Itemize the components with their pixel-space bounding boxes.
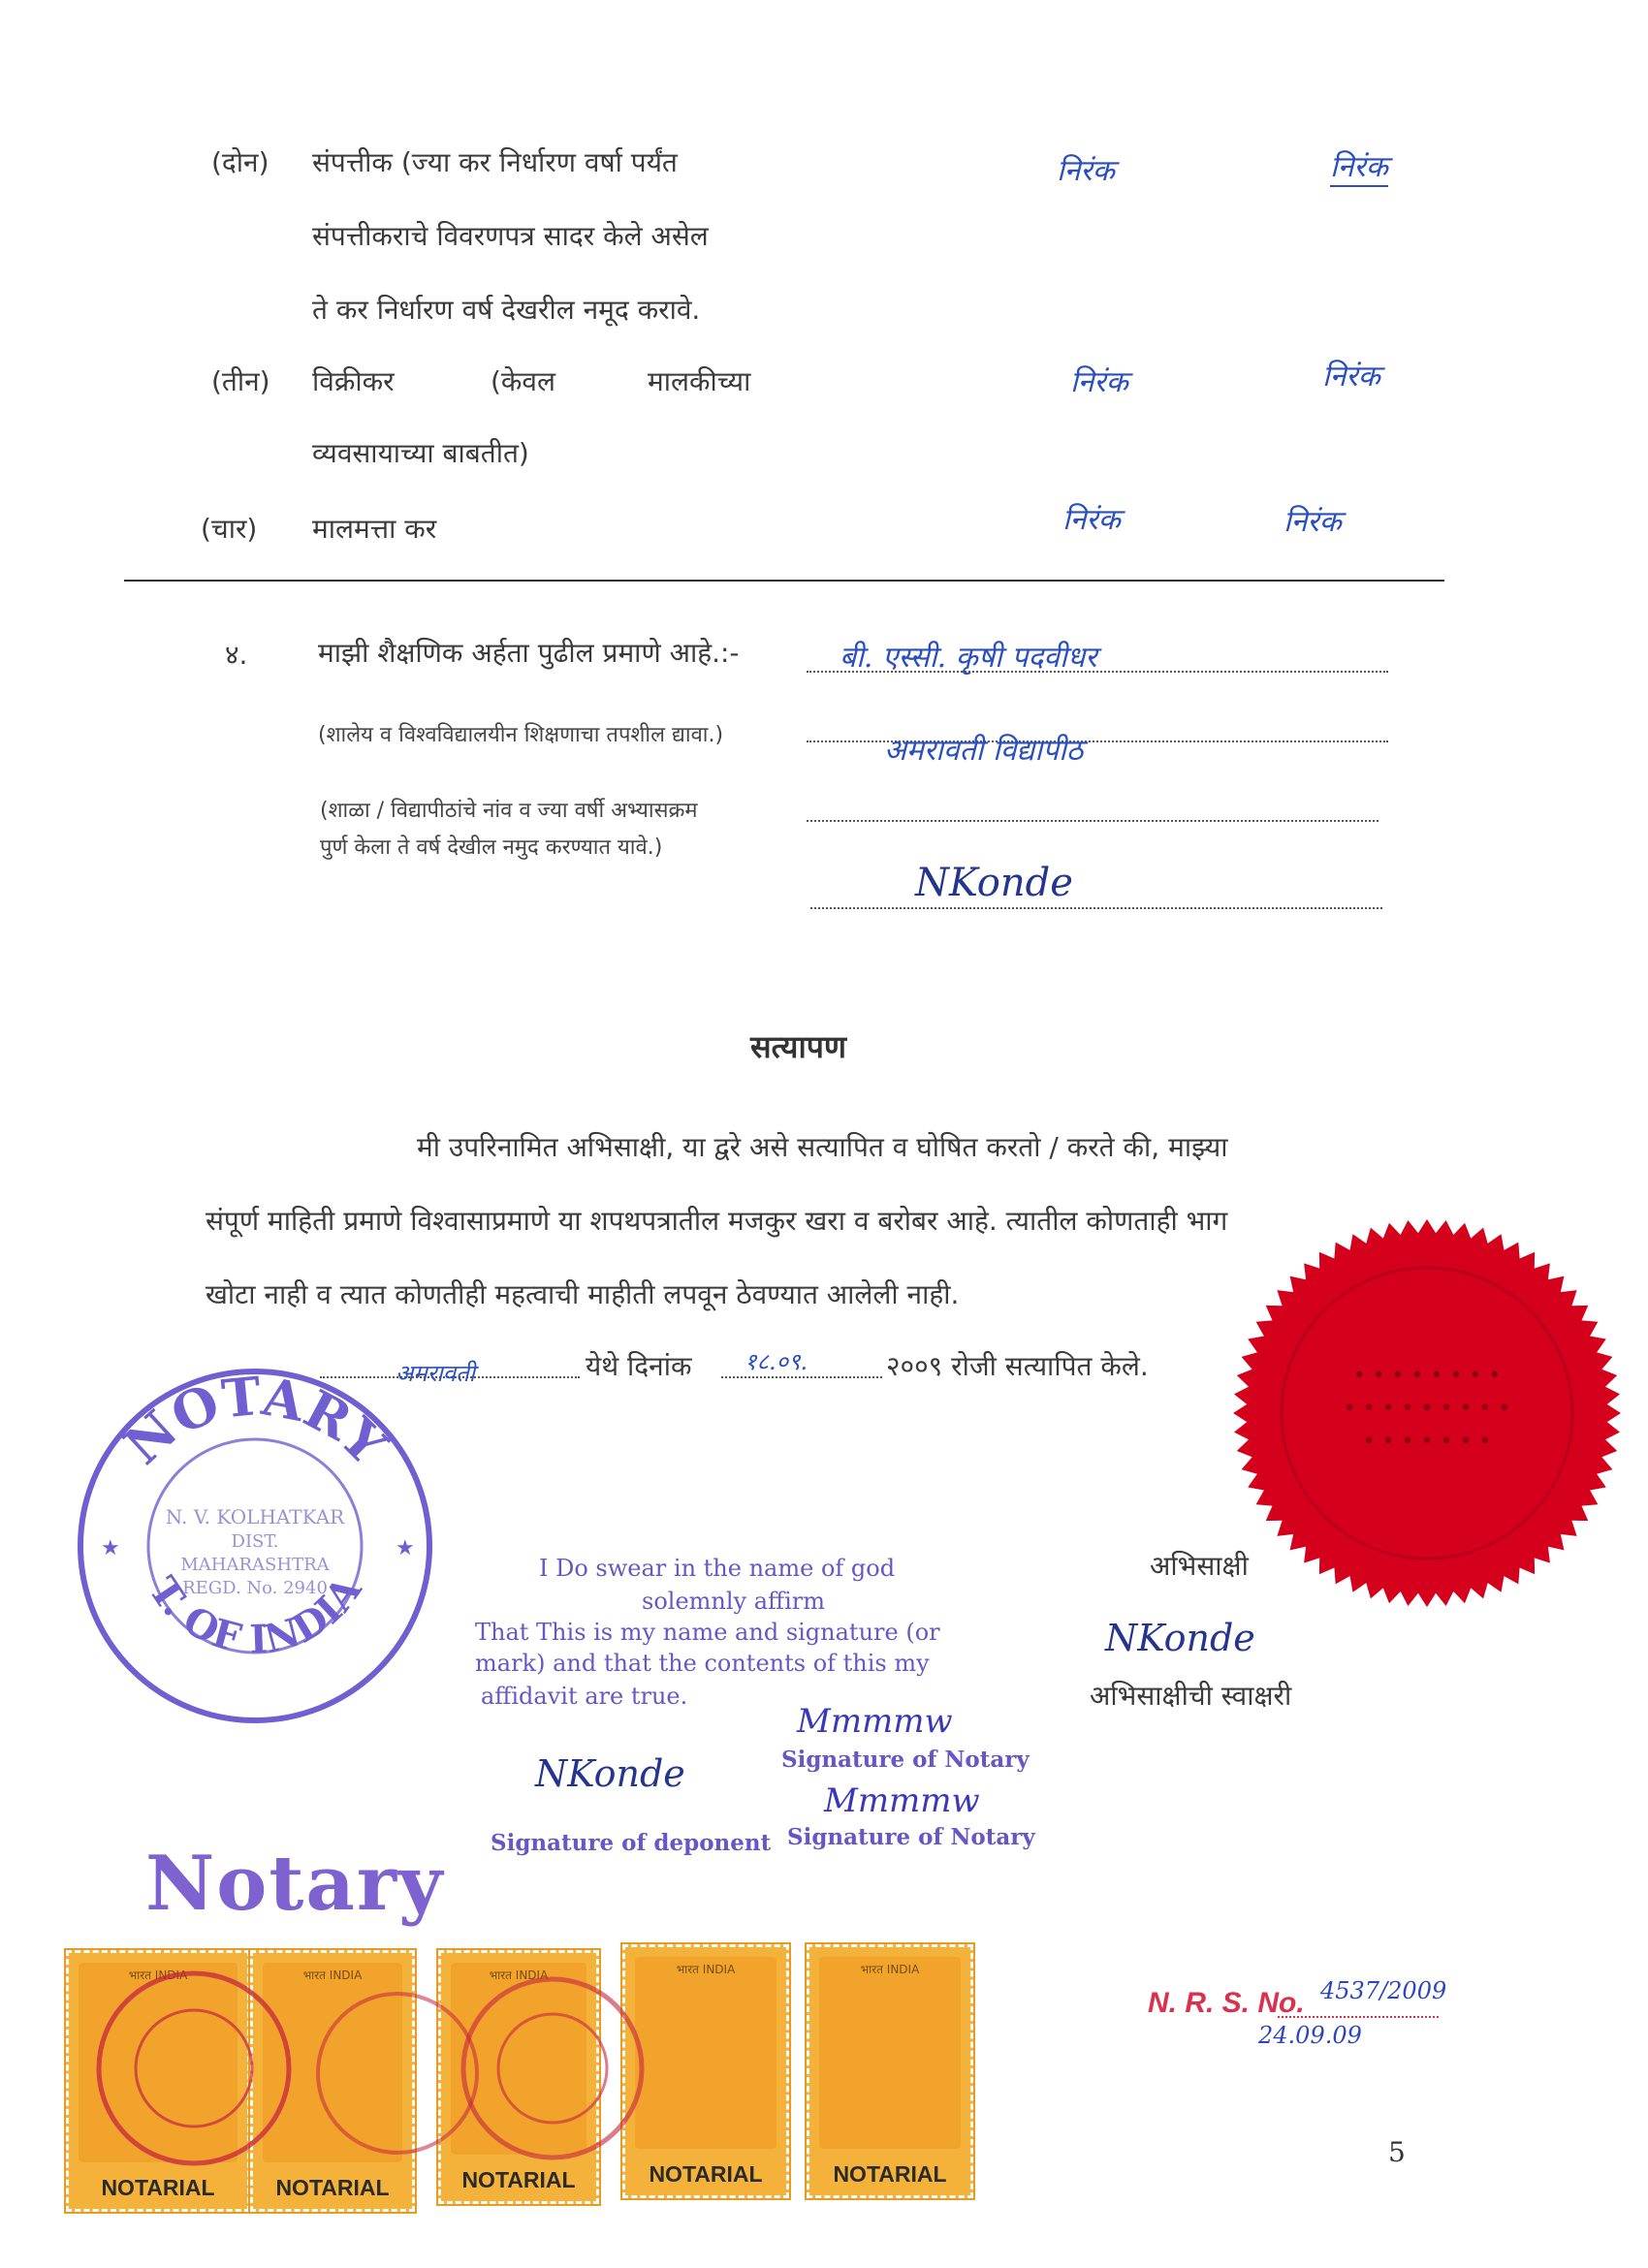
stamp-label: NOTARIAL — [275, 2175, 390, 2200]
item-three-word-1: विक्रीकर — [312, 365, 395, 397]
affirmation-line-3: That This is my name and signature (or — [475, 1619, 940, 1646]
verification-para-line-1: मी उपरिनामित अभिसाक्षी, या द्वरे असे सत्यापित व घोषित करतो / करते की, माझ्या — [417, 1131, 1228, 1163]
star-icon: ★ — [396, 1536, 415, 1560]
education-answer-1: बी. एस्सी. कृषी पदवीधर — [840, 641, 1097, 675]
stamp-top-text: भारत INDIA — [302, 1969, 363, 1982]
notary-seal-top-text: NOTARY — [111, 1365, 399, 1477]
verification-para-line-2: संपूर्ण माहिती प्रमाणे विश्वासाप्रमाणे या शपथपत्रातील मजकुर खरा व बरोबर आहे. त्यातील कोणताही भाग — [206, 1205, 1228, 1237]
item-three-col1-value: निरंक — [1070, 365, 1128, 399]
star-icon: ★ — [101, 1536, 120, 1560]
deponent-signature: NKonde — [1105, 1617, 1255, 1659]
education-number: ४. — [225, 639, 248, 671]
item-two-line-3: ते कर निर्धारण वर्ष देखरील नमूद करावे. — [312, 294, 701, 326]
stamp-label: NOTARIAL — [101, 2175, 215, 2200]
deponent-label: अभिसाक्षी — [1150, 1550, 1249, 1582]
education-note-2a: (शाळा / विद्यापीठांचे नांव व ज्या वर्षी अभ्यासक्रम — [320, 799, 698, 823]
verification-para-line-3: खोटा नाही व त्यात कोणतीही महत्वाची माहीती लपवून ठेवण्यात आलेली नाही. — [206, 1278, 960, 1310]
education-signature: NKonde — [915, 861, 1073, 905]
svg-text:• • • • • • •: • • • • • • • — [1362, 1430, 1492, 1454]
item-four-label: मालमत्ता कर — [312, 513, 437, 545]
education-label: माझी शैक्षणिक अर्हता पुढील प्रमाणे आहे.:- — [318, 637, 740, 669]
item-two-number: (दोन) — [211, 146, 269, 178]
verification-date-suffix: २००९ रोजी सत्यापित केले. — [886, 1350, 1149, 1382]
wax-seal — [1223, 1210, 1631, 1617]
item-three-word-3: मालकीच्या — [648, 365, 751, 397]
nrs-number: 4537/2009 — [1320, 1977, 1447, 2004]
item-three-line-2: व्यवसायाच्या बाबतीत) — [312, 437, 529, 469]
signature-of-deponent: Signature of deponent — [491, 1830, 772, 1856]
nrs-label: N. R. S. No. — [1148, 1987, 1305, 2019]
education-answer-2: अमरावती विद्यापीठ — [884, 734, 1084, 768]
notary-rubber-stamp: Notary — [145, 1840, 445, 1928]
item-two-col1-value: निरंक — [1057, 154, 1115, 188]
affirmation-line-4: mark) and that the contents of this my — [475, 1650, 930, 1677]
item-four-col2-value: निरंक — [1284, 505, 1342, 539]
item-three-word-2: (केवल — [491, 365, 555, 397]
item-four-number: (चार) — [201, 513, 258, 545]
affirmation-line-2: solemnly affirm — [642, 1588, 825, 1615]
item-two-line-1: संपत्तीक (ज्या कर निर्धारण वर्षा पर्यंत — [312, 146, 678, 178]
item-two-col2-value: निरंक — [1330, 145, 1388, 187]
item-three-number: (तीन) — [211, 365, 270, 397]
stamp-top-text: भारत INDIA — [128, 1969, 188, 1982]
notary-signature-2: Mmmmw — [824, 1781, 980, 1820]
notary-seal-regd: REGD. No. 2940 — [182, 1578, 328, 1598]
stamp-overprint-seals — [68, 1952, 998, 2204]
stamp-label: NOTARIAL — [833, 2161, 947, 2187]
education-signature-line — [810, 907, 1382, 909]
notary-seal-name: N. V. KOLHATKAR — [165, 1505, 345, 1528]
page-number: 5 — [1388, 2136, 1406, 2168]
svg-text:• • • • • • • •: • • • • • • • • — [1352, 1364, 1502, 1388]
signature-of-notary-2: Signature of Notary — [787, 1824, 1035, 1850]
nrs-date: 24.09.09 — [1258, 2022, 1362, 2049]
stamp-top-text: भारत INDIA — [489, 1969, 549, 1982]
item-three-col2-value: निरंक — [1322, 360, 1380, 394]
verification-date: १८.०९. — [745, 1348, 808, 1375]
notary-seal-dist: DIST. — [231, 1531, 279, 1552]
svg-text:NOTARY — [112, 1365, 400, 1478]
verification-heading: सत्यापण — [750, 1028, 847, 1065]
section-divider — [124, 580, 1444, 582]
affirmation-line-1: I Do swear in the name of god — [539, 1555, 896, 1582]
notary-signature-1: Mmmmw — [797, 1702, 953, 1741]
verification-date-prefix: येथे दिनांक — [586, 1350, 692, 1382]
education-note-1: (शालेय व विश्वविद्यालयीन शिक्षणाचा तपशील द्यावा.) — [318, 723, 724, 747]
svg-text:• • • • • • • • •: • • • • • • • • • — [1343, 1397, 1511, 1421]
item-two-line-2: संपत्तीकराचे विवरणपत्र सादर केले असेल — [312, 220, 709, 252]
verification-place: अमरावती — [396, 1360, 475, 1387]
notary-round-seal — [66, 1357, 444, 1735]
education-answer-3-line — [807, 820, 1379, 822]
stamp-label: NOTARIAL — [649, 2161, 763, 2187]
item-four-col1-value: निरंक — [1062, 503, 1121, 537]
stamp-top-text: भारत INDIA — [860, 1963, 920, 1976]
deponent-sign-label: अभिसाक्षीची स्वाक्षरी — [1090, 1680, 1292, 1712]
nrs-number-line — [1278, 2016, 1439, 2018]
stamp-label: NOTARIAL — [461, 2167, 576, 2192]
signature-of-notary-1: Signature of Notary — [781, 1747, 1030, 1773]
notary-seal-bottom-text: T. OF INDIA — [140, 1568, 371, 1663]
affirmation-deponent-signature: NKonde — [535, 1752, 685, 1795]
stamp-top-text: भारत INDIA — [676, 1963, 736, 1976]
education-note-2b: पुर्ण केला ते वर्ष देखील नमुद करण्यात यावे.) — [320, 835, 663, 860]
notary-seal-state: MAHARASHTRA — [180, 1555, 330, 1575]
affirmation-line-5: affidavit are true. — [481, 1683, 688, 1710]
